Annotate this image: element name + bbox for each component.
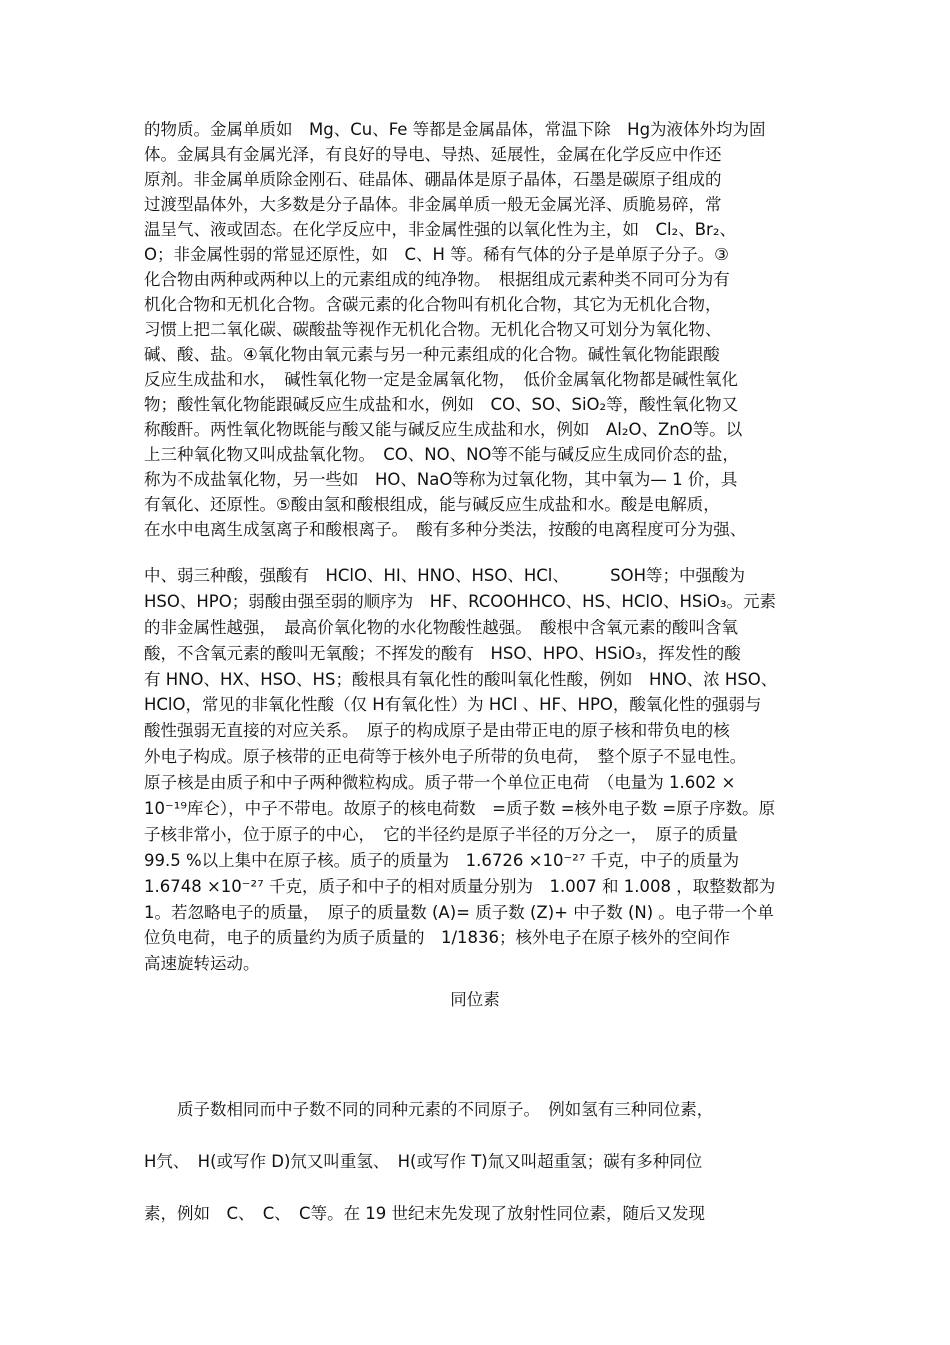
paragraph-matter-classification	[144, 117, 814, 542]
text-line: 中、弱三种酸，强酸有 HClO、HI、HNO、HSO、HCl、 SOH等；中强酸为	[144, 566, 746, 585]
text-line: 碱、酸、盐。④氧化物由氧元素与另一种元素组成的化合物。碱性氧化物能跟酸	[144, 345, 720, 364]
text-line: 温呈气、液或固态。在化学反应中，非金属性强的以氧化性为主，如 Cl₂、Br₂、	[144, 220, 736, 239]
text-line: O；非金属性弱的常显还原性，如 C、H 等。稀有气体的分子是单原子分子。③	[144, 245, 729, 264]
text-line: 在水中电离生成氢离子和酸根离子。 酸有多种分类法，按酸的电离程度可分为强、	[144, 520, 747, 539]
text-line: 原子核是由质子和中子两种微粒构成。质子带一个单位正电荷 （电量为 1.602 ×	[144, 773, 736, 793]
text-line: 化合物由两种或两种以上的元素组成的纯净物。 根据组成元素种类不同可分为有	[144, 270, 730, 289]
text-line: 有氧化、还原性。⑤酸由氢和酸根组成，能与碱反应生成盐和水。酸是电解质，	[144, 495, 720, 514]
text-line: 体。金属具有金属光泽，有良好的导电、导热、延展性，金属在化学反应中作还	[144, 145, 722, 164]
text-line: 1。若忽略电子的质量， 原子的质量数 (A)= 质子数 (Z)+ 中子数 (N) 。电子带一个单	[144, 902, 774, 922]
text-line: 1.6748 ×10⁻²⁷ 千克，质子和中子的相对质量分别为 1.007 和 1.008 ，取整数都为	[144, 876, 776, 896]
text-line: HSO、HPO；弱酸由强至弱的顺序为 HF、RCOOHHCO、HS、HClO、HSiO₃。元素	[144, 591, 777, 611]
section-heading: 同位素	[450, 990, 500, 1009]
text-line: HClO，常见的非氧化性酸（仅 H有氧化性）为 HCl 、HF、HPO，酸氧化性的强弱与	[144, 695, 762, 715]
text-line: 上三种氧化物又叫成盐氧化物。 CO、NO、NO等不能与碱反应生成同价态的盐，	[144, 445, 739, 464]
text-line: 物；酸性氧化物能跟碱反应生成盐和水，例如 CO、SO、SiO₂等，酸性氧化物又	[144, 395, 739, 414]
text-line: 过渡型晶体外，大多数是分子晶体。非金属单质一般无金属光泽、质脆易碎，常	[144, 195, 722, 214]
text-line: 素，例如 C、 C、 C等。在 19 世纪末先发现了放射性同位素，随后又发现	[144, 1204, 706, 1223]
text-line: 质子数相同而中子数不同的同种元素的不同原子。 例如氢有三种同位素，	[144, 1100, 714, 1119]
text-line: 酸性强弱无直接的对应关系。 原子的构成原子是由带正电的原子核和带负电的核	[144, 721, 730, 741]
text-line: 子核非常小，位于原子的中心， 它的半径约是原子半径的万分之一， 原子的质量	[144, 824, 738, 844]
text-line: 酸，不含氧元素的酸叫无氧酸；不挥发的酸有 HSO、HPO、HSiO₃，挥发性的酸	[144, 643, 741, 663]
paragraph-isotopes	[144, 1099, 814, 1255]
text-line: 99.5 %以上集中在原子核。质子的质量为 1.6726 ×10⁻²⁷ 千克，中子的质量为	[144, 850, 740, 870]
paragraph-acids-and-atoms	[144, 563, 814, 977]
text-line: 反应生成盐和水， 碱性氧化物一定是金属氧化物， 低价金属氧化物都是碱性氧化	[144, 370, 738, 389]
text-line: 10⁻¹⁹库仑），中子不带电。故原子的核电荷数 =质子数 =核外电子数 =原子序数。原	[144, 799, 776, 819]
text-line: 有 HNO、HX、HSO、HS；酸根具有氧化性的酸叫氧化性酸，例如 HNO、浓 HSO、	[144, 669, 778, 689]
text-line: 外电子构成。原子核带的正电荷等于核外电子所带的负电荷， 整个原子不显电性。	[144, 747, 747, 767]
text-line: 称酸酐。两性氧化物既能与酸又能与碱反应生成盐和水，例如 Al₂O、ZnO等。以	[144, 420, 743, 439]
text-line: 位负电荷，电子的质量约为质子质量的 1/1836；核外电子在原子核外的空间作	[144, 928, 731, 948]
text-line: 习惯上把二氧化碳、碳酸盐等视作无机化合物。无机化合物又可划分为氧化物、	[144, 320, 722, 339]
text-line: 原剂。非金属单质除金刚石、硅晶体、硼晶体是原子晶体，石墨是碳原子组成的	[144, 170, 722, 189]
text-line: 的非金属性越强， 最高价氧化物的水化物酸性越强。 酸根中含氧元素的酸叫含氧	[144, 617, 738, 637]
text-line: 机化合物和无机化合物。含碳元素的化合物叫有机化合物，其它为无机化合物，	[144, 295, 722, 314]
text-line: 高速旋转运动。	[144, 954, 260, 974]
text-line: H氕、 H(或写作 D)氘又叫重氢、 H(或写作 T)氚又叫超重氢；碳有多种同位	[144, 1152, 703, 1171]
text-line: 的物质。金属单质如 Mg、Cu、Fe 等都是金属晶体，常温下除 Hg为液体外均为固	[144, 120, 766, 139]
text-line: 称为不成盐氧化物，另一些如 HO、NaO等称为过氧化物，其中氧为— 1 价，具	[144, 470, 738, 489]
